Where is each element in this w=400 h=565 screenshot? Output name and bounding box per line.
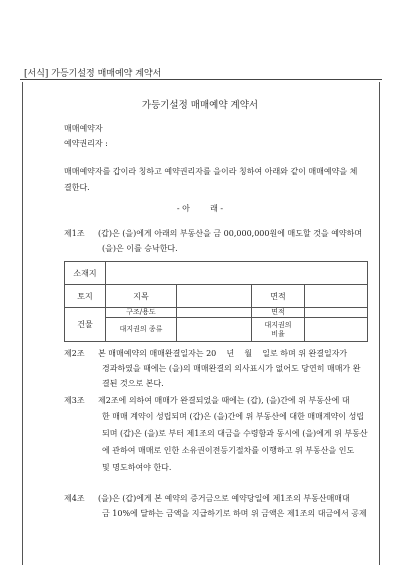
intro-line-2: 결한다. bbox=[64, 183, 90, 192]
article-4-line-1: (을)은 (갑)에게 본 예약의 증거금으로 예약당일에 제1조의 부동산매매대 bbox=[98, 494, 350, 503]
form-label: [서식] 가등기설정 매매예약 계약서 bbox=[24, 69, 162, 79]
land-right-type-label: 대지권의 종류 bbox=[106, 318, 177, 342]
article-1-num: 제1조 bbox=[64, 229, 85, 238]
article-3-line-1: 제2조에 의하여 매매가 완결되었을 때에는 (갑), (을)간에 위 부동산에 대 bbox=[98, 396, 350, 405]
article-1-line-2: (을)은 이를 승낙한다. bbox=[102, 244, 178, 253]
article-3 bbox=[64, 391, 374, 486]
article-3-line-3: 되며 (갑)은 (을)로 부터 제1조의 대금을 수령함과 동시에 (을)에게 위 부동산 bbox=[102, 429, 368, 438]
jimok-value bbox=[177, 285, 252, 308]
location-label: 소재지 bbox=[65, 262, 106, 285]
area-value bbox=[305, 285, 368, 308]
article-2-num: 제2조 bbox=[64, 349, 85, 358]
intro-line-1: 매매예약자를 갑이라 칭하고 예약권리자를 을이라 칭하여 아래와 같이 매매예약을 체 bbox=[64, 167, 358, 176]
article-3-line-5: 및 명도하여야 한다. bbox=[102, 463, 172, 472]
section-heading: - 아 래 - bbox=[176, 204, 224, 213]
document-title: 가등기설정 매매예약 계약서 bbox=[141, 100, 259, 111]
property-table bbox=[64, 261, 368, 342]
article-3-line-4: 에 관하여 매매로 인한 소유권이전등기절차를 이행하고 위 부동산을 인도 bbox=[102, 446, 355, 455]
building-label: 건물 bbox=[65, 308, 106, 342]
top-rule bbox=[20, 79, 382, 80]
jimok-label: 지목 bbox=[106, 285, 177, 308]
article-2-line-1: 본 매매예약의 매매완결일자는 20 년 월 일로 하며 위 완결일자가 bbox=[98, 349, 348, 358]
building-area-value bbox=[305, 308, 368, 318]
buyer-label: 예약권리자 : bbox=[64, 139, 108, 148]
area-label: 면적 bbox=[252, 285, 305, 308]
land-label: 토지 bbox=[65, 285, 106, 308]
article-4-num: 제4조 bbox=[64, 494, 85, 503]
article-4 bbox=[64, 489, 374, 527]
land-right-ratio-label: 대지권의 비율 bbox=[252, 318, 305, 342]
building-area-label: 면적 bbox=[252, 308, 305, 318]
article-2-line-3: 결된 것으로 본다. bbox=[102, 379, 164, 388]
structure-value bbox=[177, 308, 252, 318]
structure-label: 구조/용도 bbox=[106, 308, 177, 318]
article-1 bbox=[64, 224, 374, 262]
article-4-line-2: 금 10%에 달하는 금액을 지급하기로 하며 위 금액은 제1조의 대금에서 공제 bbox=[102, 509, 367, 518]
location-value bbox=[106, 262, 368, 285]
article-2-line-2: 경과하였을 때에는 (을)의 매매완결의 의사표시가 없어도 당연히 매매가 완 bbox=[102, 364, 361, 373]
article-3-num: 제3조 bbox=[64, 396, 85, 405]
article-1-line-1: (갑)은 (을)에게 아래의 부동산을 금 00,000,000원에 매도할 것을 예약하며 bbox=[98, 229, 363, 238]
article-3-line-2: 한 매매 계약이 성립되며 (갑)은 (을)간에 위 부동산에 대한 매매계약이 성립 bbox=[102, 412, 365, 421]
land-right-type-value bbox=[177, 318, 252, 342]
seller-label: 매매예약자 bbox=[64, 124, 103, 133]
land-right-ratio-value bbox=[305, 318, 368, 342]
